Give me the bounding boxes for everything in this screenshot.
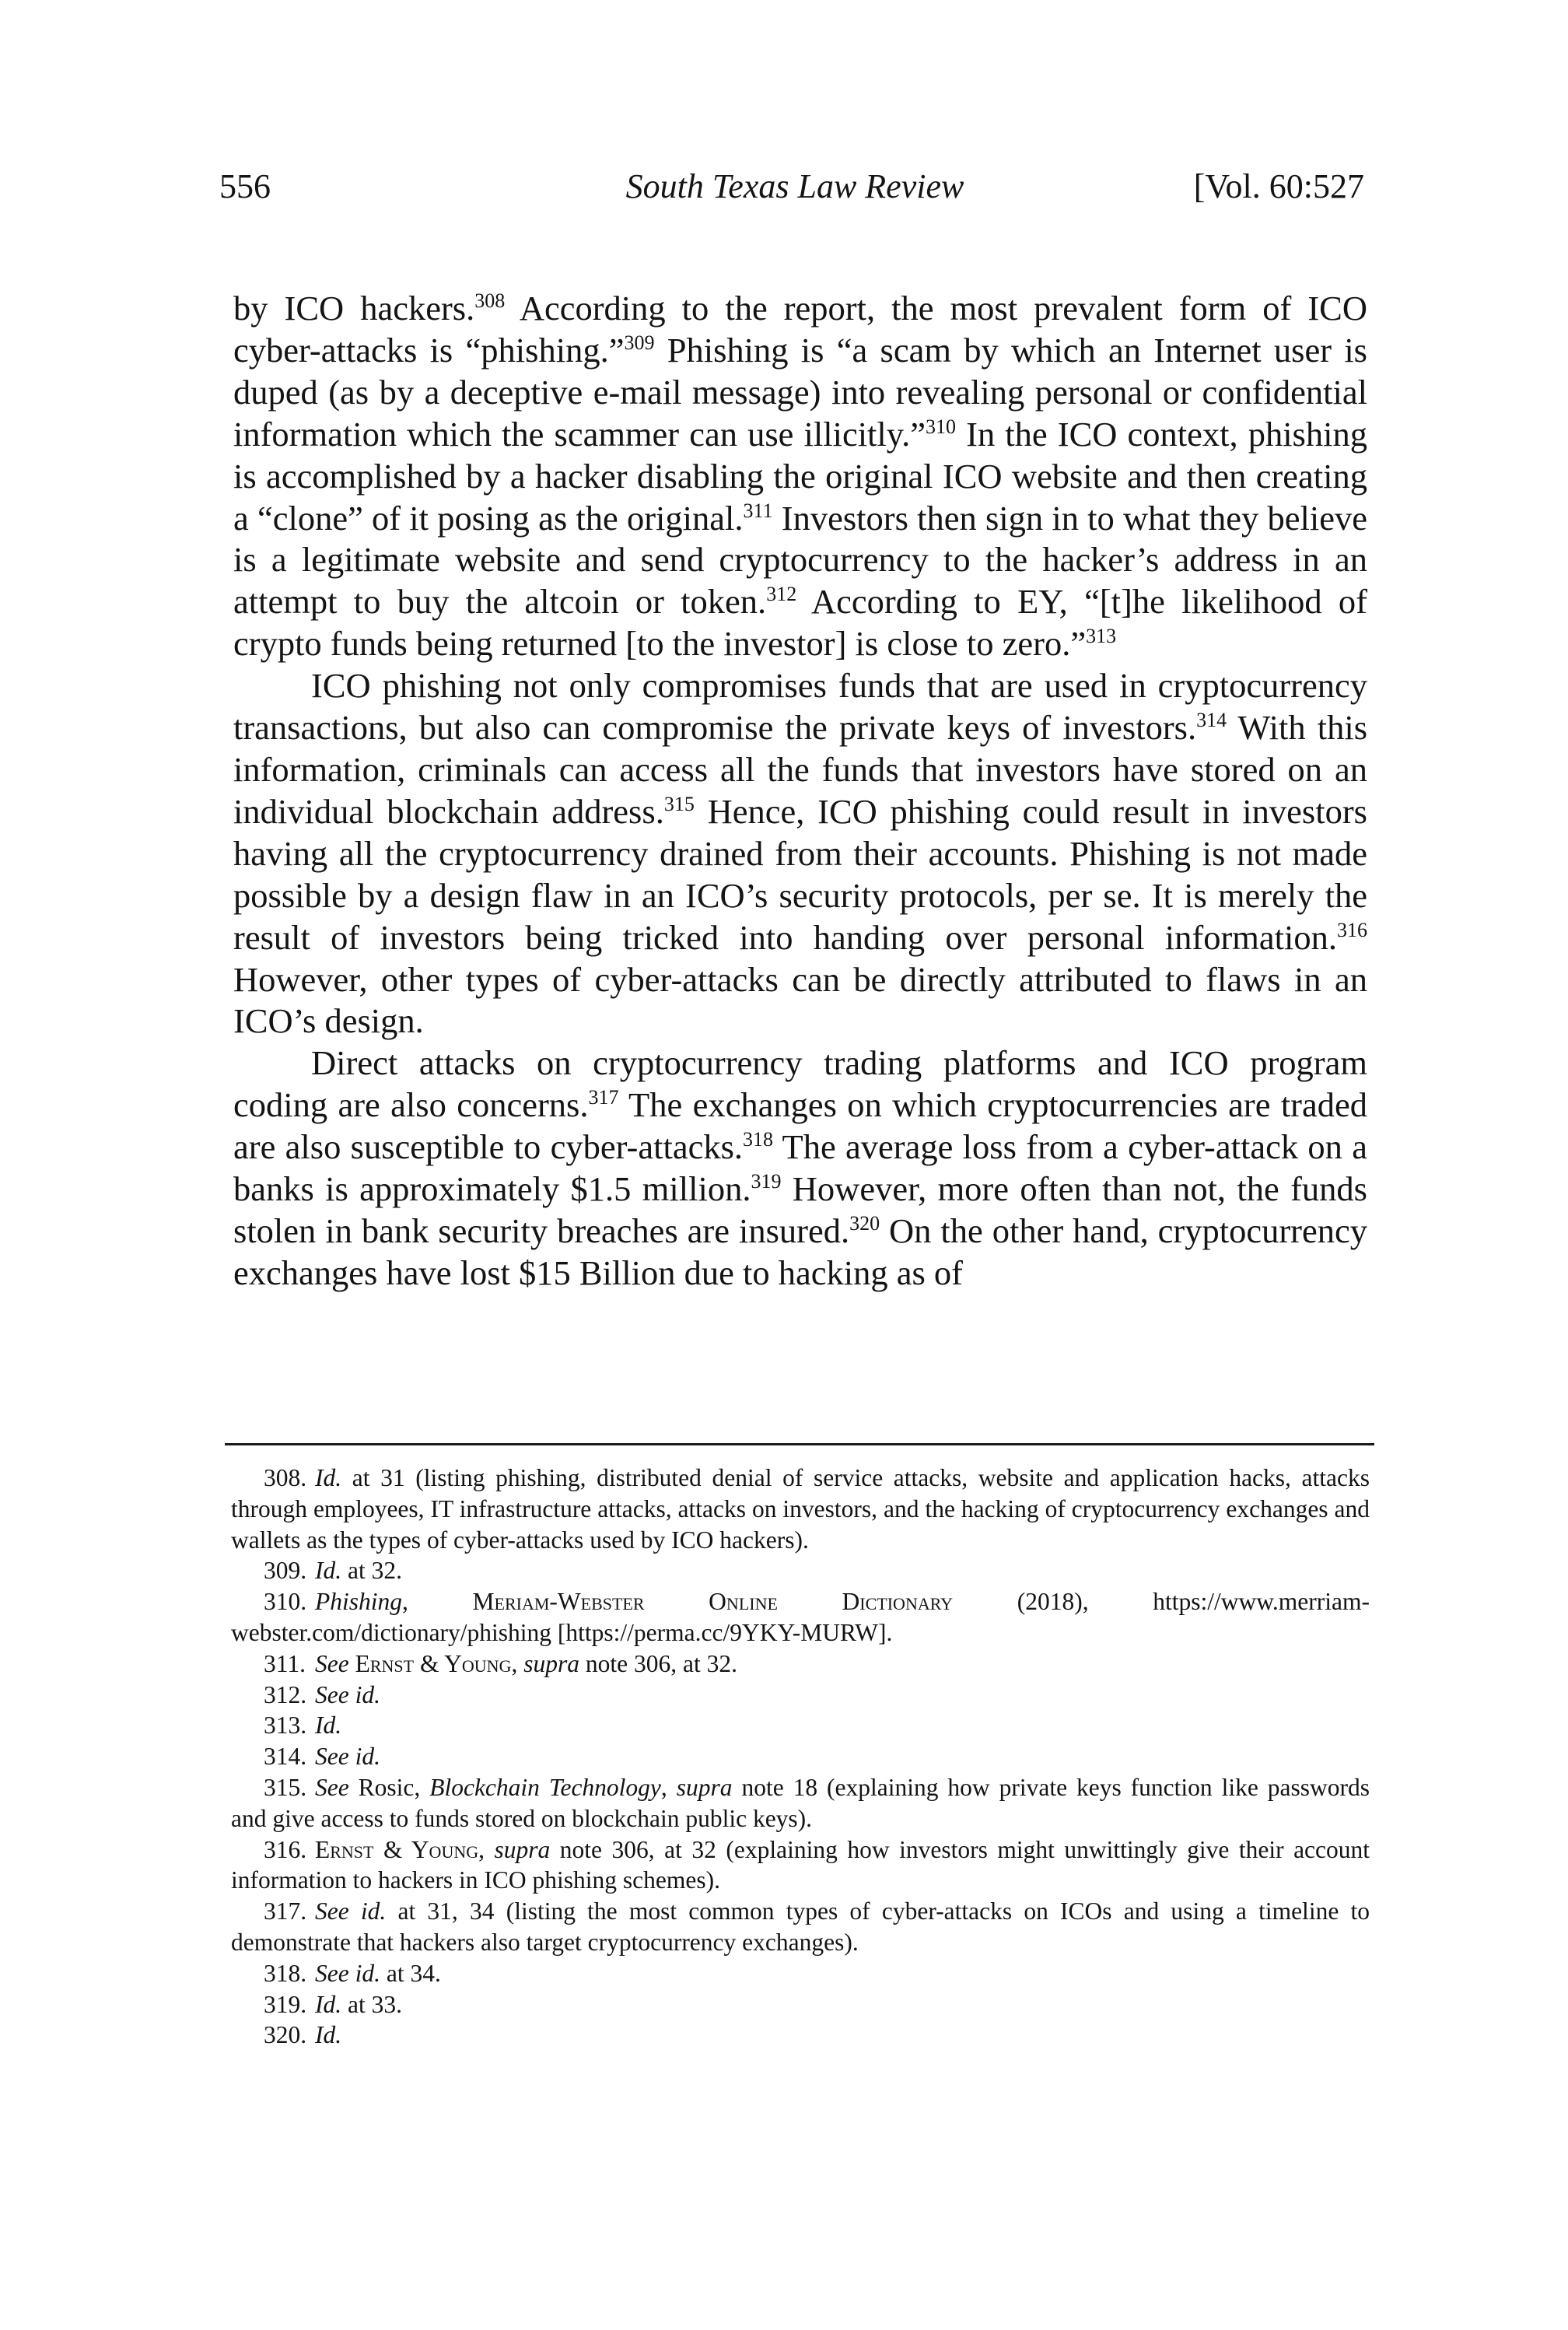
text-span: Phishing is “a scam by which an Internet user is duped (as by a deceptive e-mail message) into revealing personal or confidential information which the scammer can use illicitly.”	[233, 330, 1367, 454]
footnote-text: at 31 (listing phishing, distributed denial of service attacks, website and application hacks, attacks through employees, IT infrastructure attacks, attacks on investors, and the hacking of cryptocurrency exchanges and wallets as the types of cyber-attacks used by ICO hackers).	[231, 1464, 1370, 1554]
text-span: Hence, ICO phishing could result in investors having all the cryptocurrency drained from their accounts. Phishing is not made possible by a design flaw in an ICO’s security protocols, per se. It is merely the result of investors being tricked into handing over personal information.	[233, 791, 1367, 957]
text-span: The exchanges on which cryptocurrencies are traded are also susceptible to cyber-attacks.	[233, 1085, 1367, 1167]
citation-short: See id.	[315, 1959, 380, 1987]
footnote-text: at 34.	[380, 1959, 441, 1987]
footnote-number: 310.	[264, 1588, 307, 1616]
footnote-number: 315.	[264, 1773, 307, 1801]
paragraph-3	[233, 1042, 1367, 1294]
footnote-317	[231, 1896, 1370, 1958]
footnote-319	[231, 1989, 1370, 2020]
text-span: by ICO hackers.	[233, 289, 475, 328]
footnote-text: Rosic,	[348, 1773, 430, 1801]
signal: supra	[494, 1835, 551, 1863]
footnote-318	[231, 1958, 1370, 1989]
footnote-text: ,	[660, 1773, 677, 1801]
footnote-number: 314.	[264, 1743, 307, 1771]
footnote-ref: 312	[766, 583, 797, 606]
footnote-text: note 18 (explaining how private keys function like passwords and give access to funds stored on blockchain public keys).	[231, 1773, 1370, 1832]
footnote-ref: 311	[743, 499, 773, 522]
text-span: According to EY, “[t]he likelihood of crypto funds being returned [to the investor] is close to zero.”	[233, 582, 1367, 664]
citation-short: Id.	[315, 1557, 342, 1585]
footnote-text	[349, 1650, 355, 1677]
footnote-316	[231, 1834, 1370, 1897]
source-title: Phishing	[315, 1588, 403, 1616]
footnote-text: (2018), https://www.merriam-webster.com/dictionary/phishing [https://perma.cc/9YKY-MURW].	[231, 1588, 1370, 1646]
text-span: However, other types of cyber-attacks can be directly attributed to flaws in an ICO’s design.	[233, 959, 1367, 1041]
footnote-ref: 317	[588, 1086, 619, 1109]
signal: supra	[523, 1649, 579, 1677]
signal: See	[315, 1649, 349, 1677]
footnote-number: 316.	[264, 1835, 307, 1863]
footnote-310	[231, 1586, 1370, 1649]
text-span: According to the report, the most prevalent form of ICO cyber-attacks is “phishing.”	[233, 289, 1367, 370]
footnote-309	[231, 1555, 1370, 1586]
running-header	[219, 163, 1370, 210]
footnote-text: note 306, at 32 (explaining how investors might unwittingly give their account information to hackers in ICO phishing schemes).	[231, 1835, 1370, 1894]
footnote-ref: 310	[926, 415, 957, 438]
footnote-311	[231, 1649, 1370, 1680]
footnote-number: 308.	[264, 1464, 307, 1491]
footnote-ref: 314	[1196, 709, 1227, 732]
text-span: ICO phishing not only compromises funds that are used in cryptocurrency transactions, but also can compromise the private keys of investors.	[233, 666, 1367, 748]
text-span: The average loss from a cyber-attack on a banks is approximately $1.5 million.	[233, 1127, 1367, 1209]
footnote-text: at 33.	[341, 1990, 402, 2018]
signal: supra	[676, 1773, 733, 1801]
footnote-320	[231, 2020, 1370, 2051]
footnote-text: ,	[478, 1835, 495, 1863]
footnotes	[231, 1463, 1370, 2051]
volume-citation: [Vol. 60:527	[1193, 167, 1364, 205]
footnote-number: 311.	[264, 1649, 306, 1677]
main-text	[233, 288, 1367, 1295]
footnote-text: ,	[402, 1588, 473, 1616]
footnote-315	[231, 1772, 1370, 1834]
footnote-ref: 308	[474, 289, 506, 312]
footnote-text: at 31, 34 (listing the most common types of cyber-attacks on ICOs and using a timeline to demonstrate that hackers also target cryptocurrency exchanges).	[231, 1897, 1370, 1956]
footnote-number: 318.	[264, 1959, 307, 1987]
citation-short: See id.	[315, 1897, 387, 1925]
footnote-divider	[225, 1443, 1374, 1445]
footnote-308	[231, 1463, 1370, 1555]
page-number: 556	[219, 167, 271, 205]
text-span: In the ICO context, phishing is accomplished by a hacker disabling the original ICO website and then creating a “clone” of it posing as the original.	[233, 414, 1367, 538]
source-title: Blockchain Technology	[429, 1773, 661, 1801]
signal: See	[315, 1773, 349, 1801]
citation-short: Id.	[315, 2021, 342, 2049]
citation-short: See id.	[315, 1743, 380, 1771]
footnote-number: 309.	[264, 1557, 307, 1585]
paragraph-2	[233, 665, 1367, 1042]
footnote-312	[231, 1680, 1370, 1711]
footnote-number: 320.	[264, 2021, 307, 2049]
text-span: With this information, criminals can access all the funds that investors have stored on an individual blockchain address.	[233, 708, 1368, 831]
source-name: Ernst & Young	[355, 1649, 512, 1677]
footnote-text: note 306, at 32.	[579, 1649, 737, 1677]
footnote-314	[231, 1741, 1370, 1772]
footnote-text: at 32.	[341, 1557, 402, 1585]
citation-short: Id.	[315, 1464, 342, 1491]
text-span: Direct attacks on cryptocurrency trading platforms and ICO program coding are also concerns.	[233, 1043, 1367, 1125]
footnote-number: 317.	[264, 1897, 307, 1925]
footnote-number: 319.	[264, 1990, 307, 2018]
footnote-number: 312.	[264, 1680, 307, 1708]
text-span: On the other hand, cryptocurrency exchanges have lost $15 Billion due to hacking as of	[233, 1211, 1367, 1292]
source-name: Meriam-Webster Online Dictionary	[472, 1588, 954, 1616]
source-name: Ernst & Young	[315, 1835, 479, 1863]
citation-short: Id.	[315, 1990, 342, 2018]
footnote-number: 313.	[264, 1712, 307, 1740]
text-span: However, more often than not, the funds stolen in bank security breaches are insured.	[233, 1169, 1367, 1250]
footnote-ref: 316	[1337, 918, 1367, 941]
citation-short: See id.	[315, 1680, 380, 1708]
footnote-text: ,	[511, 1649, 524, 1677]
footnote-313	[231, 1710, 1370, 1741]
footnote-ref: 318	[743, 1128, 774, 1151]
footnote-ref: 319	[751, 1170, 782, 1193]
text-span: Investors then sign in to what they believe is a legitimate website and send cryptocurrency to the hacker’s address in an attempt to buy the altcoin or token.	[233, 498, 1367, 622]
citation-short: Id.	[315, 1712, 342, 1740]
paragraph-1	[233, 288, 1367, 665]
footnote-ref: 320	[849, 1211, 880, 1235]
journal-title-text: South Texas Law Review	[625, 167, 964, 205]
footnote-ref: 315	[663, 792, 695, 815]
footnote-ref: 313	[1086, 625, 1117, 648]
footnote-ref: 309	[624, 331, 655, 354]
